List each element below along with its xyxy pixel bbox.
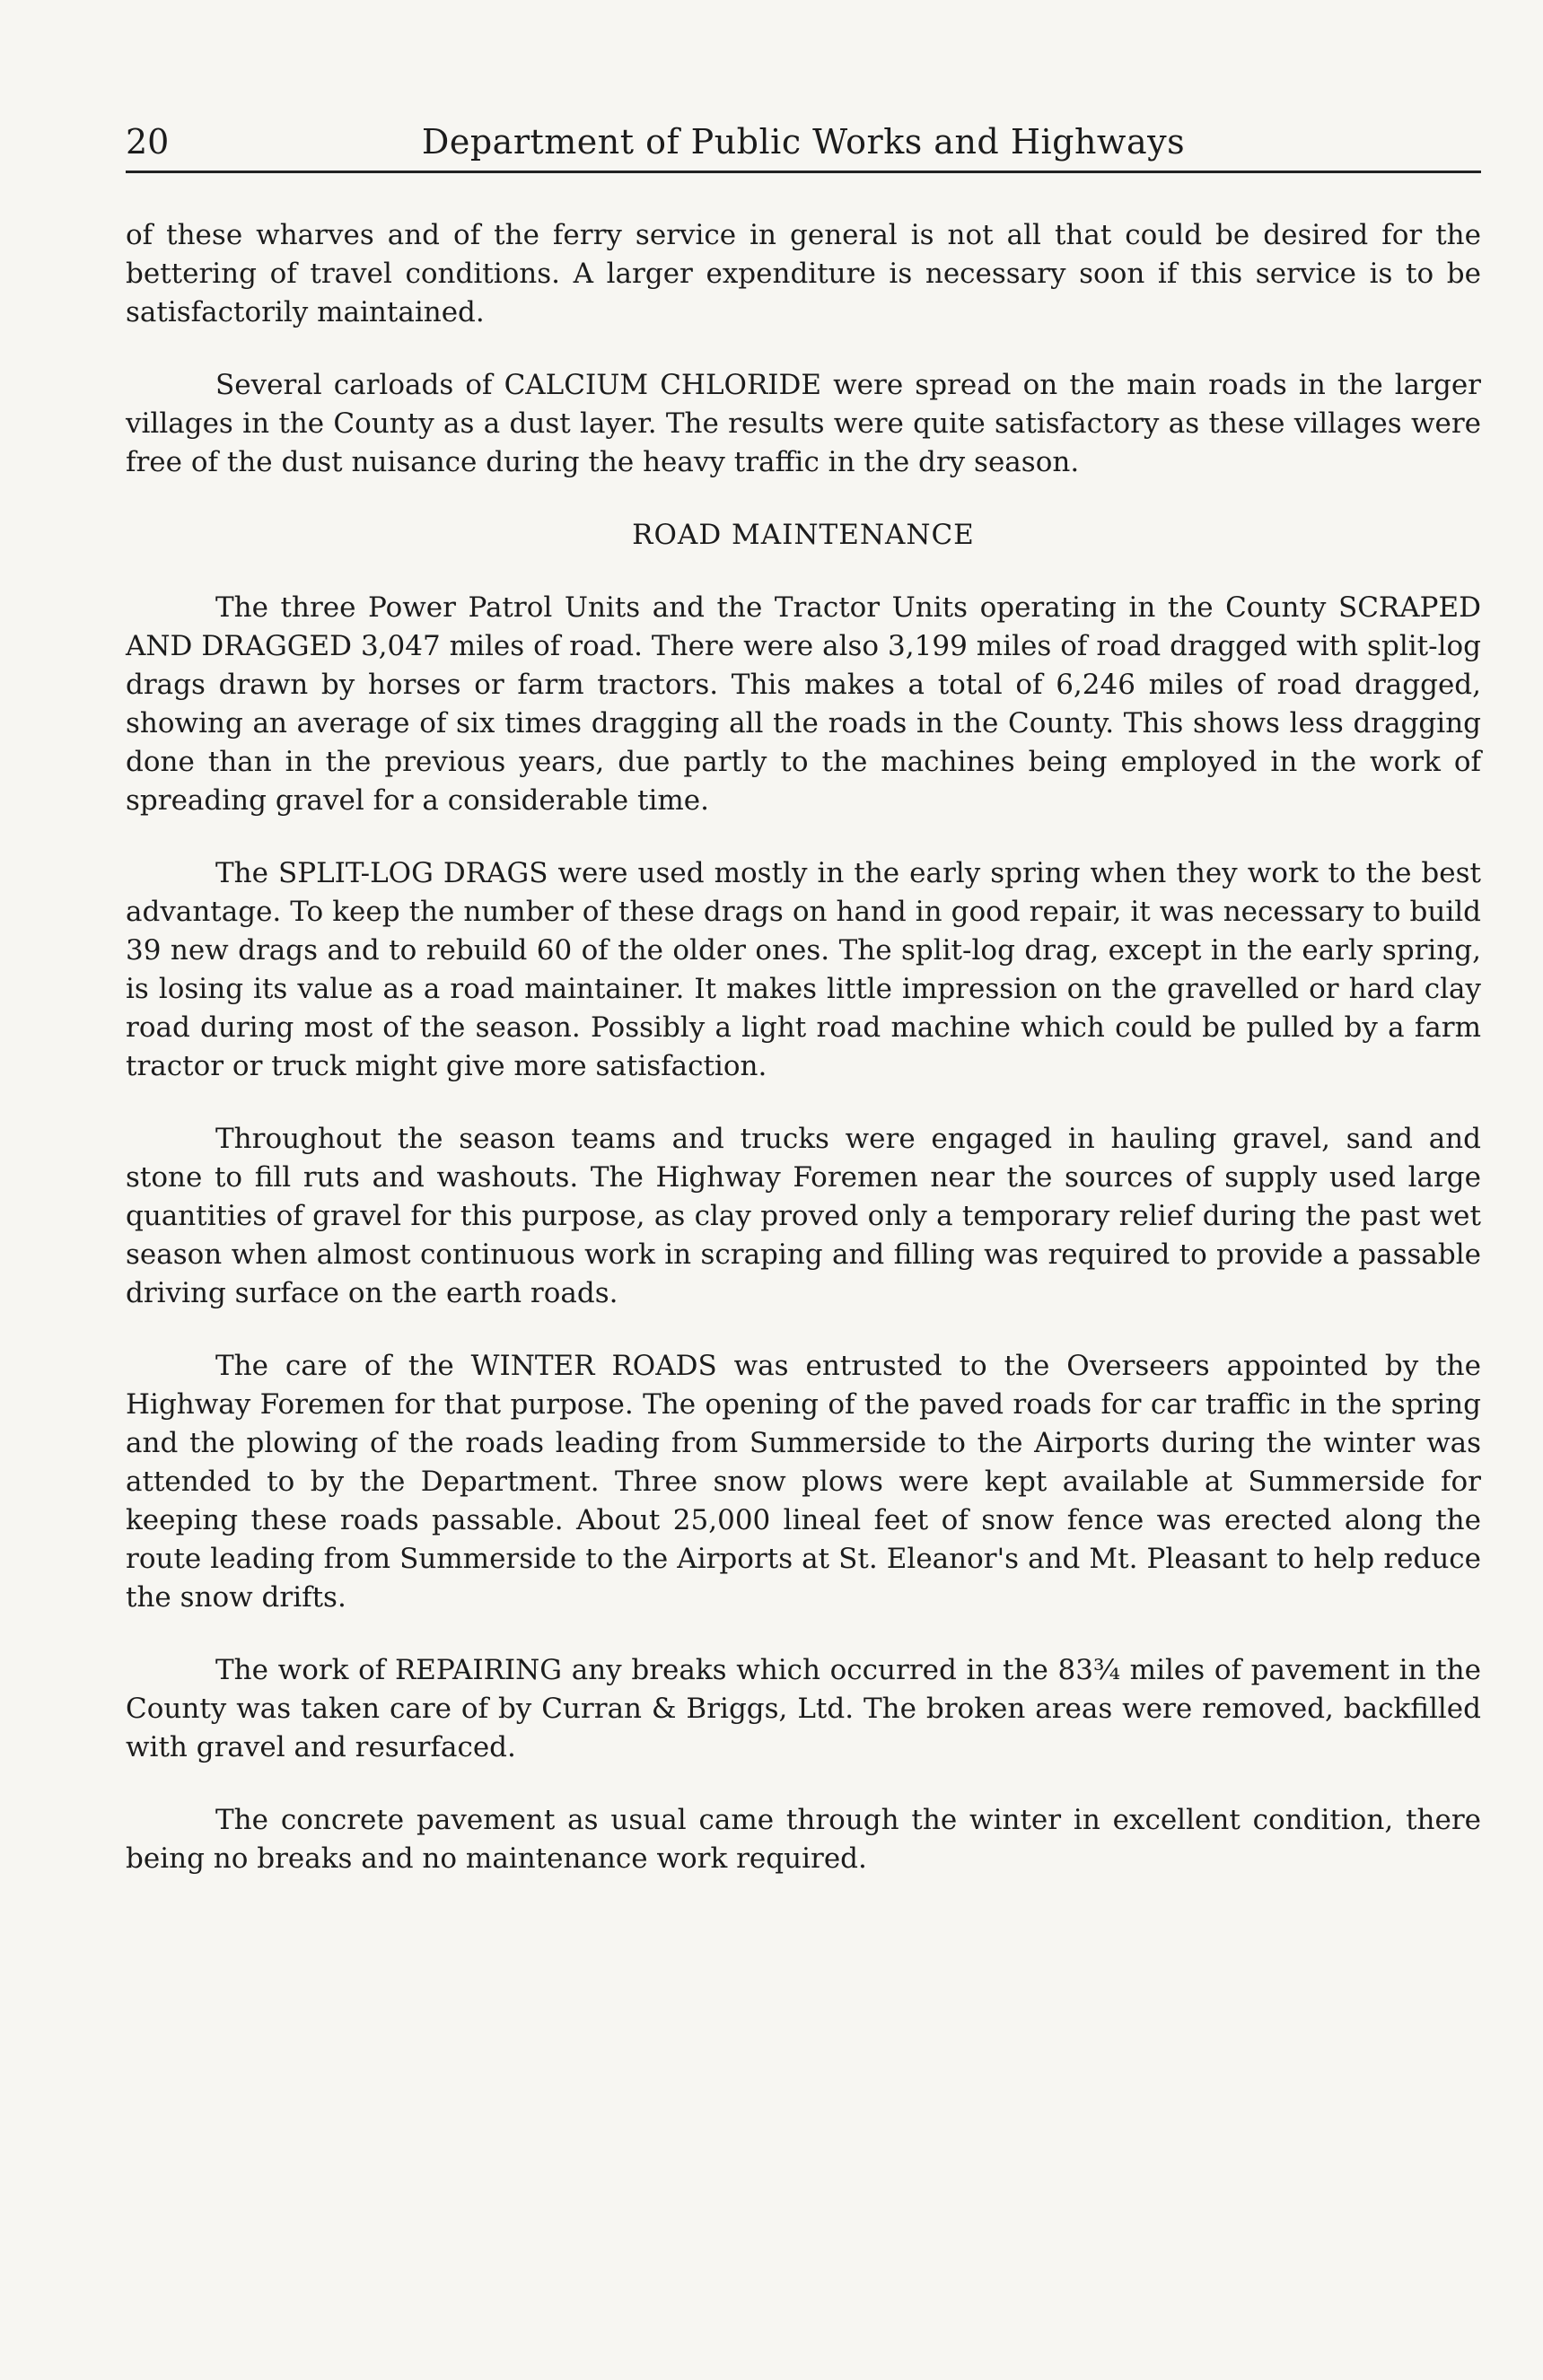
page-header (126, 117, 1481, 173)
paragraph-wharves: of these wharves and of the ferry service in general is not all that could be desired for the bettering of travel conditions. A larger expenditure is necessary soon if this service is to be satisfactorily maintained. (126, 219, 1481, 328)
section-heading: ROAD MAINTENANCE (632, 519, 975, 551)
paragraph-split-log-drags: The SPLIT-LOG DRAGS were used mostly in the early spring when they work to the best advantage. To keep the number of these drags on hand in good repair, it was necessary to build 39 new drags and to rebuild 60 of the older ones. The split-log drag, except in the early spring, is losing its value as a road maintainer. It makes little impression on the gravelled or hard clay road during most of the season. Possibly a light road machine which could be pulled by a farm tractor or truck might give more satisfaction. (126, 857, 1481, 1082)
paragraph-calcium-chloride: Several carloads of CALCIUM CHLORIDE were spread on the main roads in the larger villages in the County as a dust layer. The results were quite satisfactory as these villages were free of the dust nuisance during the heavy traffic in the dry season. (126, 369, 1481, 478)
paragraph-scraped-dragged: The three Power Patrol Units and the Tractor Units operating in the County SCRAPED AND DRAGGED 3,047 miles of road. There were also 3,199 miles of road dragged with split-log drags drawn by horses or farm tractors. This makes a total of 6,246 miles of road dragged, showing an average of six times dragging all the roads in the County. This shows less dragging done than in the previous years, due partly to the machines being employed in the work of spreading gravel for a considerable time. (126, 591, 1481, 817)
running-title: Department of Public Works and Highways (421, 122, 1186, 162)
document-page (126, 117, 1481, 1912)
body-text (126, 216, 1481, 1878)
paragraph-winter-roads: The care of the WINTER ROADS was entrusted to the Overseers appointed by the Highway Foremen for that purpose. The opening of the paved roads for car traffic in the spring and the plowing of the roads leading from Summerside to the Airports during the winter was attended to by the Department. Three snow plows were kept available at Summerside for keeping these roads passable. About 25,000 lineal feet of snow fence was erected along the route leading from Summerside to the Airports at St. Eleanor's and Mt. Pleasant to help reduce the snow drifts. (126, 1350, 1481, 1614)
page-number: 20 (126, 122, 170, 162)
paragraph-repairing: The work of REPAIRING any breaks which occurred in the 83¾ miles of pavement in the County was taken care of by Curran & Briggs, Ltd. The broken areas were removed, backfilled with gravel and resurfaced. (126, 1654, 1481, 1763)
paragraph-hauling-gravel: Throughout the season teams and trucks were engaged in hauling gravel, sand and stone to fill ruts and washouts. The Highway Foremen near the sources of supply used large quantities of gravel for this purpose, as clay proved only a temporary relief during the past wet season when almost continuous work in scraping and filling was required to provide a passable driving surface on the earth roads. (126, 1123, 1481, 1309)
paragraph-concrete-pavement: The concrete pavement as usual came through the winter in excellent condition, there being no breaks and no maintenance work required. (126, 1804, 1481, 1875)
